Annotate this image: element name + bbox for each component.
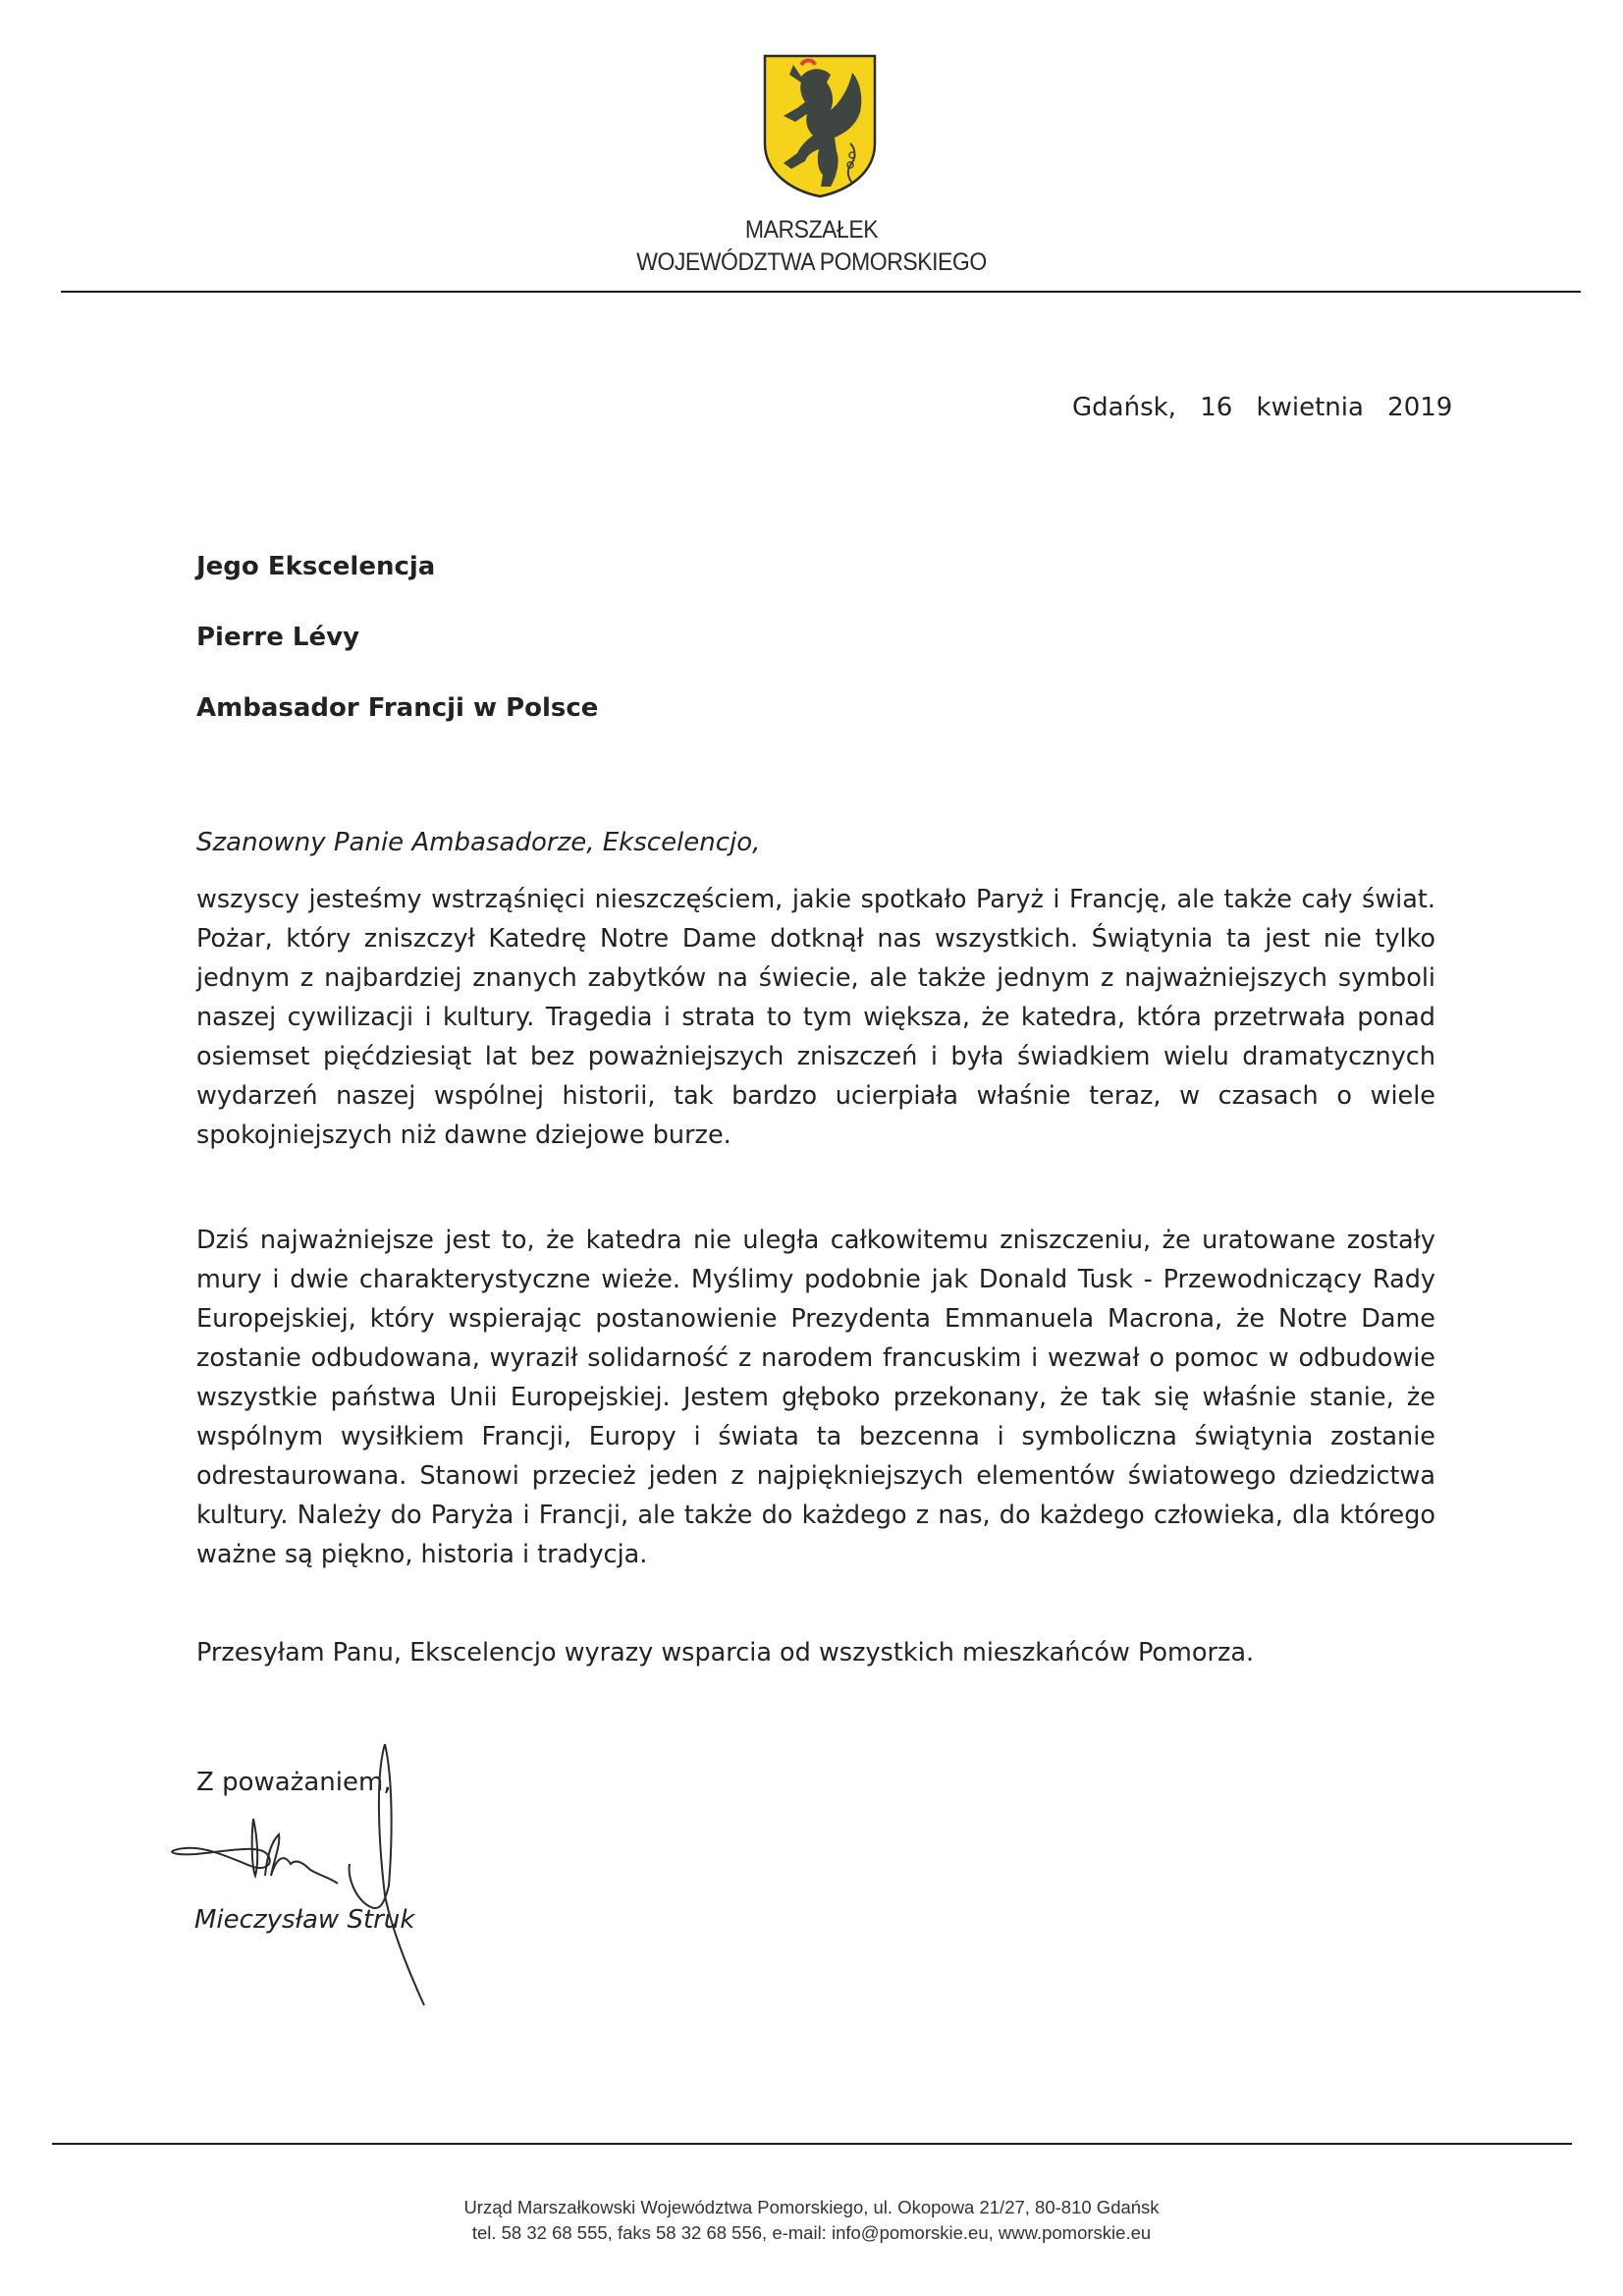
signer-name: Mieczysław Struk xyxy=(194,1905,415,1935)
addressee-position: Ambasador Francji w Polsce xyxy=(196,693,599,723)
signature-icon xyxy=(157,1738,471,2023)
addressee-title: Jego Ekscelencja xyxy=(196,552,436,581)
header-divider xyxy=(61,291,1581,293)
office-subtitle: WOJEWÓDZTWA POMORSKIEGO xyxy=(636,248,987,276)
footer-address: Urząd Marszałkowski Województwa Pomorskiego, ul. Okopowa 21/27, 80-810 Gdańsk xyxy=(463,2197,1160,2217)
addressee-name: Pierre Lévy xyxy=(196,623,360,652)
body-paragraph: Dziś najważniejsze jest to, że katedra nie uległa całkowitemu zniszczeniu, że uratowane zostały mury i dwie charakterystyczne wieże. Myślimy podobnie jak Donald Tusk - Przewodniczący Rady Europejskiej, który wspierając postanowienie Prezydenta Emmanuela Macrona, że Notre Dame zostanie odbudowana, wyraził solidarność z narodem francuskim i wezwał o pomoc w odbudowie wszystkie państwa Unii Europejskiej. Jestem głęboko przekonany, że tak się właśnie stanie, że wspólnym wysiłkiem Francji, Europy i świata ta bezcenna i symboliczna świątynia zostanie odrestaurowana. Stanowi przecież jeden z najpiękniejszych elementów światowego dziedzictwa kultury. Należy do Paryża i Francji, ale także do każdego z nas, do każdego człowieka, dla którego ważne są piękno, historia i tradycja. xyxy=(196,1226,1435,1569)
salutation: Szanowny Panie Ambasadorze, Ekscelencjo, xyxy=(196,828,761,857)
closing: Z poważaniem, xyxy=(196,1768,392,1797)
footer-divider xyxy=(52,2143,1572,2145)
letter-date: Gdańsk, 16 kwietnia 2019 xyxy=(1072,393,1453,422)
footer-contact: tel. 58 32 68 555, faks 58 32 68 556, e-mail: info@pomorskie.eu, www.pomorskie.eu xyxy=(471,2222,1152,2243)
body-paragraph: wszyscy jesteśmy wstrząśnięci nieszczęściem, jakie spotkało Paryż i Francję, ale także cały świat. Pożar, który zniszczył Katedrę Notre Dame dotknął nas wszystkich. Świątynia ta jest nie tylko jednym z najbardziej znanych zabytków na świecie, ale także jednym z najważniejszych symboli naszej cywilizacji i kultury. Tragedia i strata to tym większa, że katedra, która przetrwała ponad osiemset pięćdziesiąt lat bez poważniejszych zniszczeń i była świadkiem wielu dramatycznych wydarzeń naszej wspólnej historii, tak bardzo ucierpiała właśnie teraz, w czasach o wiele spokojniejszych niż dawne dziejowe burze. xyxy=(196,885,1435,1150)
office-title: MARSZAŁEK xyxy=(744,216,879,244)
coat-of-arms-icon xyxy=(762,53,878,198)
body-paragraph: Przesyłam Panu, Ekscelencjo wyrazy wsparcia od wszystkich mieszkańców Pomorza. xyxy=(196,1638,1255,1667)
